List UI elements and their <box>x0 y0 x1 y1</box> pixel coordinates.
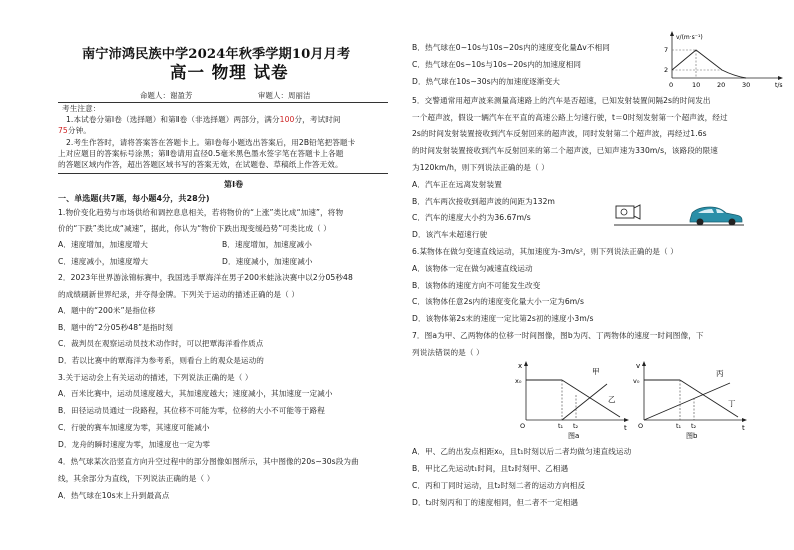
graph-a-yi-line <box>562 384 607 420</box>
q4-ytick-7: 7 <box>664 46 669 54</box>
graph-b-xlabel: t <box>742 424 745 432</box>
q1-line2: 价的“下跌”类比成“减速”，据此，你认为“物价下跌出现变缓趋势”可类比成（ ） <box>58 224 331 233</box>
q1-option-c: C．速度减小，加速度增大 <box>58 257 149 266</box>
q3-option-a: A．百米比赛中，运动员速度越大，其加速度越大；速度减小，其加速度一定减小 <box>58 389 333 398</box>
q3-option-d: D．龙舟的瞬时速度为零，加速度也一定为零 <box>58 440 211 449</box>
q5-option-d: D．该汽车未超速行驶 <box>412 230 488 239</box>
notes-line1-cont <box>58 126 91 136</box>
q4-vt-line <box>672 50 722 70</box>
q2-option-a: A．题中的“200米”是指位移 <box>58 306 156 315</box>
q7-option-c: C．丙和丁同时运动，且t₂时刻二者的运动方向相反 <box>412 481 586 490</box>
q3-line1: 3.关于运动会上有关运动的描述，下列说法正确的是（ ） <box>58 373 253 382</box>
q4-x-arrow-icon <box>778 76 783 80</box>
graph-b-t1: t₁ <box>676 422 682 430</box>
graph-b-bing-label: 丙 <box>716 369 724 378</box>
school-title: 南宁沛鸿民族中学2024年秋季学期10月月考 <box>82 47 351 62</box>
q4-xlabel: t/s <box>775 82 783 89</box>
graph-b-ding-line <box>644 383 730 420</box>
notes-line3: 上对应题目的答案标号涂黑；第Ⅱ卷请用直径0.5毫米黑色墨水签字笔在答题卡上各题 <box>58 149 344 158</box>
q5-line2: 一个超声波，假设一辆汽车在平直的高速公路上匀速行驶，t＝0时刻发射第一个超声波，经过 <box>412 113 728 122</box>
graph-a-xlabel: t <box>624 424 627 432</box>
notes-score: 100 <box>279 115 295 124</box>
q4-xtick-0: 0 <box>669 81 674 89</box>
q7-graph-b <box>630 360 750 440</box>
q6-option-a: A．该物体一定在做匀减速直线运动 <box>412 264 533 273</box>
q5-line1: 5．交警通常用超声波来测量高速路上的汽车是否超速，已知发射装置间隔2s的时间发出 <box>412 96 711 105</box>
graph-b-caption: 图b <box>686 432 698 440</box>
car-wheel-rear-icon <box>729 219 736 226</box>
volume-label: 第Ⅰ卷 <box>224 180 244 189</box>
graph-b-ding-label: 丁 <box>728 399 736 408</box>
graph-a-t1: t₁ <box>558 422 564 430</box>
q5-illustration <box>612 196 747 228</box>
q5-line5: 为120km/h，则下列说法正确的是（ ） <box>412 163 549 172</box>
graph-a-ylabel: x <box>518 362 523 370</box>
graph-a-t2: t₂ <box>573 422 579 430</box>
q4-xtick-10: 10 <box>692 81 701 89</box>
q7-graph-a <box>512 360 632 440</box>
q4-y-arrow-icon <box>670 31 674 36</box>
q3-option-b: B．田径运动员通过一段路程，其位移不可能为零，位移的大小不可能等于路程 <box>58 406 325 415</box>
graph-b-ylabel: v <box>636 362 641 370</box>
q4-option-a: A．热气球在10s末上升到最高点 <box>58 491 170 500</box>
notes-line1-part1: 1.本试卷分第Ⅰ卷（选择题）和第Ⅱ卷（非选择题）两部分，满分 <box>66 115 280 124</box>
q5-line4: 的时间发射装置接收到汽车反射回来的第二个超声波，已知声速为330m/s，该路段的限速 <box>412 146 718 155</box>
q5-option-a: A．汽车正在远离发射装置 <box>412 180 502 189</box>
q7-line2: 列说法错误的是（ ） <box>412 348 484 357</box>
header-divider <box>58 102 388 103</box>
graph-a-yi-label: 乙 <box>608 395 616 404</box>
notes-heading: 考生注意： <box>62 104 101 113</box>
q6-line1: 6.某物体在做匀变速直线运动，其加速度为-3m/s²，则下列说法正确的是（ ） <box>412 247 678 256</box>
q2-line2: 的成绩刷新世界纪录，并夺得金牌。下列关于运动的描述正确的是（ ） <box>58 290 300 299</box>
notes-line1-part3: 分钟。 <box>67 126 91 135</box>
graph-a-jia-label: 甲 <box>592 367 600 376</box>
graph-a-origin: O <box>520 422 526 430</box>
graph-b-v0: v₀ <box>633 377 640 385</box>
q7-option-a: A．甲、乙的出发点相距x₀，且t₁时刻以后二者均做匀速直线运动 <box>412 447 632 456</box>
reviewer-label: 审题人：周丽洁 <box>258 91 311 100</box>
q5-line3: 2s的时间发射装置接收到汽车反射回来的超声波，同时发射第二个超声波，再经过1.6s <box>412 129 707 138</box>
notes-line1 <box>66 115 341 125</box>
device-emitter-icon <box>634 205 640 219</box>
q4-ytick-2: 2 <box>664 66 669 74</box>
author-label: 命题人：谢盈芳 <box>140 91 193 100</box>
q7-line1: 7．图a为甲、乙两物体的位移一时间图像，图b为丙、丁两物体的速度一时间图像，下 <box>412 331 704 340</box>
q4-xtick-30: 30 <box>742 81 751 89</box>
q2-line1: 2．2023年世界游泳锦标赛中，我国选手覃海洋在男子200米蛙泳决赛中以2分05秒48 <box>58 273 353 282</box>
notes-divider <box>58 173 388 174</box>
q1-option-a: A．速度增加，加速度增大 <box>58 240 148 249</box>
graph-a-y-arrow-icon <box>524 361 528 366</box>
q4-line2: 线，其余部分为直线，下列说法正确的是（ ） <box>58 474 215 483</box>
q6-option-c: C．该物体任意2s内的速度变化量大小一定为6m/s <box>412 297 585 306</box>
q2-option-c: C．裁判员在观察运动员技术动作时，可以把覃海洋看作质点 <box>58 339 264 348</box>
q1-option-d: D．速度减小，加速度减小 <box>222 257 313 266</box>
q1-option-b: B．速度增加，加速度减小 <box>222 240 312 249</box>
q4-ylabel: v/(m·s⁻¹) <box>676 34 703 41</box>
q7-option-b: B．甲比乙先运动t₁时间，且t₂时刻甲、乙相遇 <box>412 464 569 473</box>
graph-a-caption: 图a <box>568 432 580 440</box>
q1-line1: 1.物价变化趋势与市场供给和调控息息相关，若将物价的“上涨”类比成“加速”，将物 <box>58 208 344 217</box>
q3-option-c: C．行驶的赛车加速度为零，其速度可能减小 <box>58 423 210 432</box>
section1-heading: 一、单选题(共7题，每小题4分，共28分) <box>58 194 210 203</box>
q6-option-b: B．该物体的速度方向不可能发生改变 <box>412 281 541 290</box>
graph-a-x0: x₀ <box>515 377 522 385</box>
q2-option-b: B．题中的“2分05秒48”是指时刻 <box>58 323 173 332</box>
q4-vt-graph <box>642 30 792 90</box>
ultrasonic-device-icon <box>616 206 634 218</box>
notes-line1-part2: 分，考试时间 <box>294 115 341 124</box>
q4-option-b: B．热气球在0~10s与10s~20s内的速度变化量Δv不相同 <box>412 43 610 52</box>
notes-line2: 2.考生作答时，请将答案答在答题卡上。第Ⅰ卷每小题选出答案后，用2B铅笔把答题卡 <box>66 138 356 147</box>
paper-title: 高一 物理 试卷 <box>170 63 289 82</box>
q4-option-c: C．热气球在0s~10s与10s~20s内的加速度相同 <box>412 60 582 69</box>
q7-option-d: D．t₂时刻丙和丁的速度相同，但二者不一定相遇 <box>412 498 579 507</box>
car-wheel-front-icon <box>697 219 704 226</box>
q4-xtick-20: 20 <box>717 81 726 89</box>
q5-option-c: C．汽车的速度大小约为36.67m/s <box>412 213 531 222</box>
graph-b-y-arrow-icon <box>642 361 646 366</box>
q2-option-d: D．若以比赛中的覃海洋为参考系，则看台上的观众是运动的 <box>58 356 264 365</box>
graph-b-origin: O <box>638 422 644 430</box>
q4-line1: 4．热气球某次沿竖直方向升空过程中的部分图像如图所示，其中图像的20s~30s段为曲 <box>58 457 359 466</box>
q5-option-b: B．汽车两次接收到超声波的间距为132m <box>412 197 556 206</box>
notes-line4: 的答题区域内作答，超出答题区域书写的答案无效，在试题卷、草稿纸上作答无效。 <box>58 160 343 169</box>
q6-option-d: D．该物体第2s末的速度一定比第2s初的速度小3m/s <box>412 314 594 323</box>
q4-vt-curve <box>722 70 746 78</box>
graph-b-t2: t₂ <box>691 422 697 430</box>
notes-time: 75 <box>58 126 68 135</box>
graph-b-x-arrow-icon <box>742 418 747 422</box>
q4-option-d: D．热气球在10s~30s内的加速度逐渐变大 <box>412 77 560 86</box>
graph-a-x-arrow-icon <box>624 418 629 422</box>
